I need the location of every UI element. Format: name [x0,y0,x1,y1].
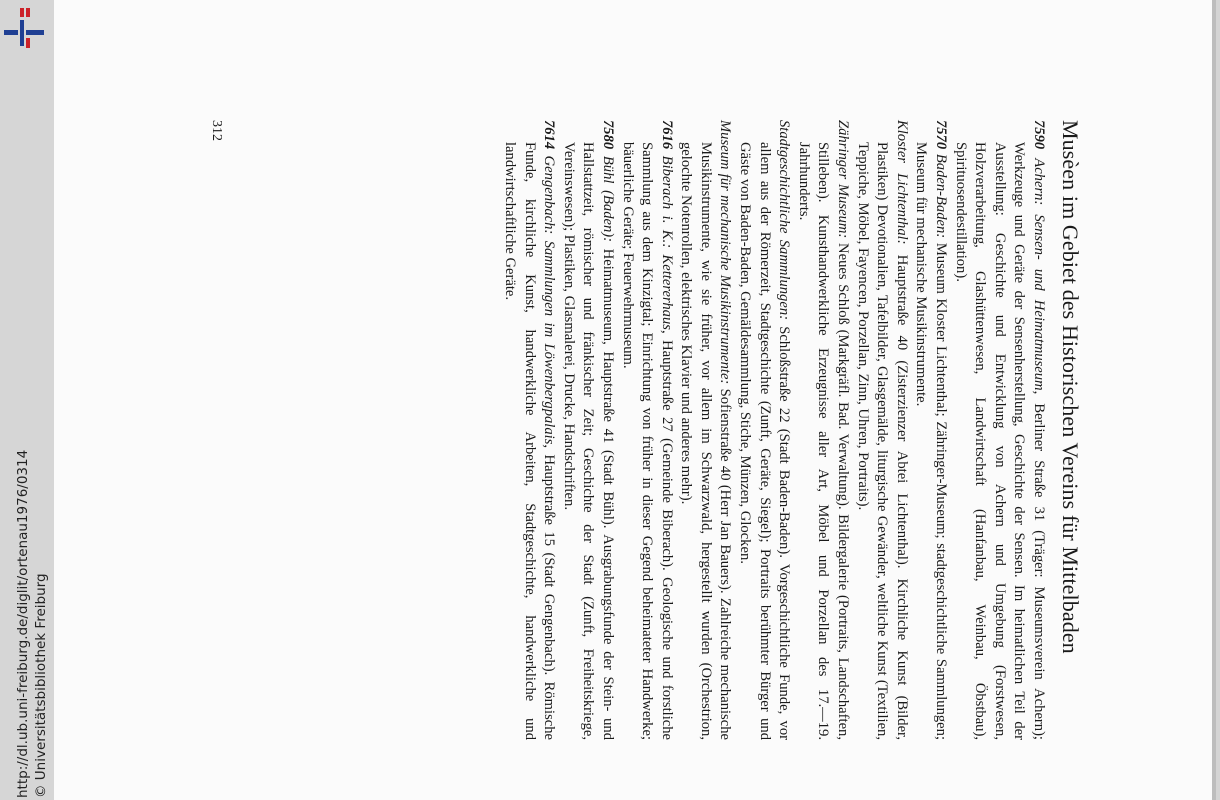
museum-heading: Bühl (Baden): [599,155,616,243]
museum-heading: Gengenbach: Sammlungen im Löwenbergpalais, [541,155,558,449]
document-page [54,0,1216,800]
rotated-page-content [204,120,1084,740]
postal-code: 7614 [541,120,558,150]
museum-entry [793,120,852,740]
museum-entry [499,120,558,740]
museum-description: Museum Kloster Lichtenthal; Zähringer-Museum; stadtgeschichtliche Sammlungen; Museum für mechanische Musikinstrumente. [913,142,950,741]
page-number: 312 [209,120,224,141]
page-edge [1212,0,1216,800]
postal-code: 7590 [1031,120,1047,150]
source-info [14,450,50,798]
museum-entry [950,120,1048,740]
museum-description: Sofienstraße 40 (Herr Jan Bauers). Zahlreiche mechanische Musikinstrumente, wie sie früher, vor allem im Schwarzwald, hergestellt wurden (Orchestrion, gelochte Notenrollen, elektrisches Klavier und anderes mehr). [678,142,734,740]
museum-entry [852,120,911,740]
museum-heading: Zähringer Museum: [835,120,852,239]
museum-description: Hauptstraße 40 (Zisterzienzer Abtei Lichtenthal). Kirchliche Kunst (Bilder, Plastiken) Devotionalien, Tafelbilder, Glasgemälde, liturgische Gewänder, weltliche Kunst (Textilien, Teppiche, Möbel, Fayencen, Porzellan, Zinn, Uhren, Portraits). [854,142,910,740]
museum-entry [617,120,676,740]
museum-entry [735,120,794,740]
museum-heading: Achern: Sensen- und Heimatmuseum, [1031,158,1047,395]
museum-entry [558,120,617,740]
museum-list [499,120,1048,740]
museum-heading: Kloster Lichtenthal: [893,120,910,245]
ub-freiburg-logo-icon [4,6,44,50]
museum-description: Heimatmuseum, Hauptstraße 41 (Stadt Bühl). Ausgrabungsfunde der Stein- und Hallstattzeit, römischer und fränkischer Zeit; Geschichte der Stadt (Zunft, Freiheitskriege, Vereinswesen); Plastiken, Glasmalerei, Drucke, Handschriften. [560,142,616,740]
postal-code: 7580 [599,120,616,150]
page-title: Musèen im Gebiet des Historischen Vereins für Mittelbaden [1058,120,1083,654]
museum-heading: Biberach i. K.: Kettererhaus, [658,155,675,334]
postal-code: 7570 [933,120,950,150]
museum-entry [676,120,735,740]
museum-heading: Baden-Baden: [933,153,950,239]
copyright-notice: © Universitätsbibliothek Freiburg [33,573,49,798]
museum-description: Hauptstraße 15 (Stadt Gengenbach). Römische Funde, kirchliche Kunst, handwerkliche Arbeiten, Stadtgeschichte, handwerkliche und landwirtschaftliche Geräte. [501,142,558,741]
viewer-sidebar [0,0,54,800]
museum-heading: Stadtgeschichtliche Sammlungen: [776,120,793,320]
museum-description: Neues Schloß (Markgräfl. Bad. Verwaltung). Bildergalerie (Portraits, Landschaften, Stilleben). Kunsthandwerkliche Erzeugnisse aller Art, Möbel und Porzellan des 17.—19. Jahrhunderts. [795,142,852,740]
museum-description: Schloßstraße 22 (Stadt Baden-Baden). Vorgeschichtliche Funde, vor allem aus der Römerzeit, Stadtgeschichte (Zunft, Geräte, Siegel); Portraits berühmter Bürger und Gäste von Baden-Baden, Gemäldesammlung, Stiche, Münzen, Glocken. [737,142,793,741]
museum-entry [911,120,950,740]
museum-heading: Museum für mechanische Musikinstrumente: [717,120,734,385]
postal-code: 7616 [658,120,675,150]
source-url[interactable]: http://dl.ub.uni-freiburg.de/diglit/ortenau1976/0314 [15,449,31,798]
museum-description: Berliner Straße 31 (Träger: Museumsverein Achern); Werkzeuge und Geräte der Sensenherstellung, Geschichte der Sensen. Im heimatlichen Teil der Ausstellung: Geschichte und Entwicklung von Achern und Umgebung (Forstwesen, Holzverarbeitung, Glashüttenwesen, Landwirtschaft (Hanfanbau, Weinbau, Öbstbau), Spirituosendestillation). [952,142,1047,740]
museum-description: Hauptstraße 27 (Gemeinde Biberach). Geologische und forstliche Sammlung aus dem Kinzigtal; Einrichtung von früher in dieser Gegend beheimateter Handwerke; bäuerliche Geräte; Feuerwehrmuseum. [619,142,675,740]
